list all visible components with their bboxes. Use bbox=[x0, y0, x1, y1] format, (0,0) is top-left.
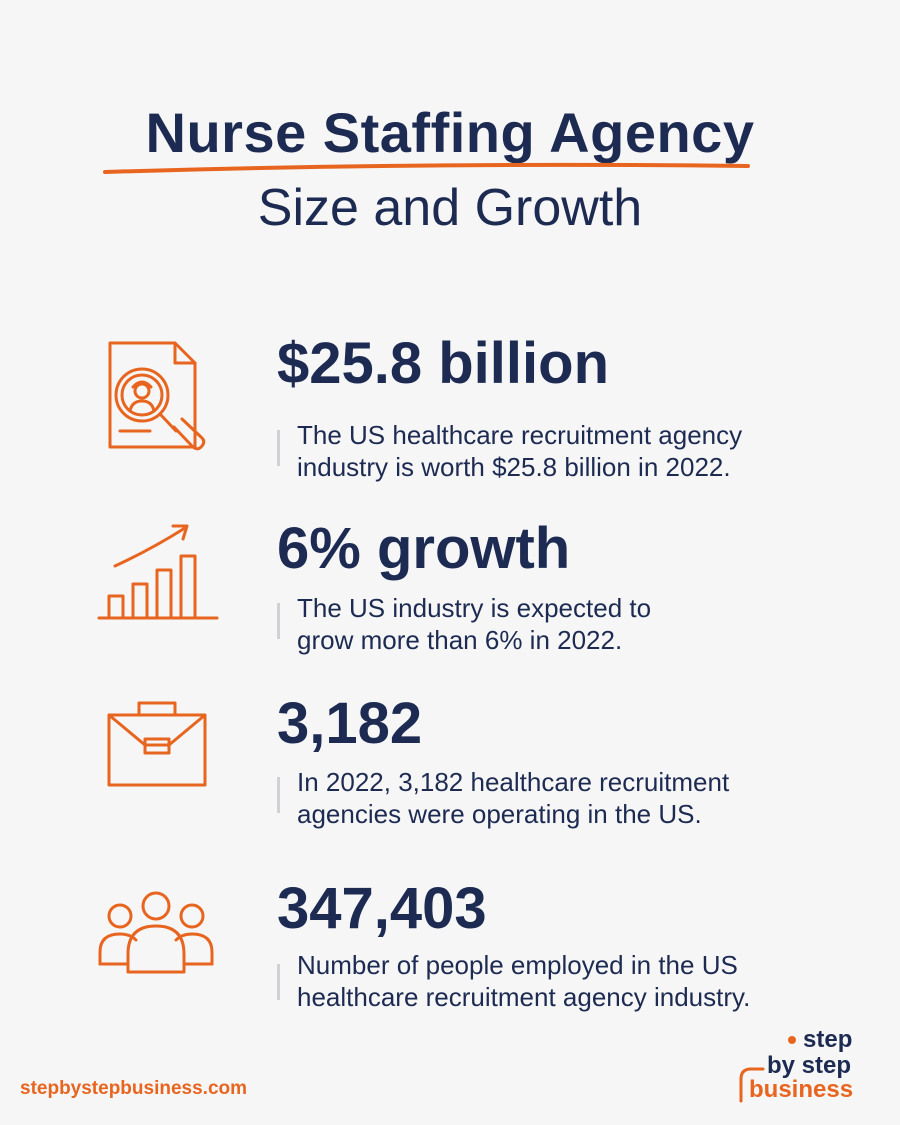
stat-value: 347,403 bbox=[277, 876, 487, 941]
stat-divider bbox=[277, 603, 280, 639]
stat-growth bbox=[0, 516, 900, 690]
stat-market-size bbox=[0, 331, 900, 505]
stat-description bbox=[297, 949, 877, 1013]
briefcase-icon bbox=[95, 695, 235, 825]
stat-description-line: In 2022, 3,182 healthcare recruitment bbox=[297, 767, 730, 797]
stat-description-line: industry is worth $25.8 billion in 2022. bbox=[297, 452, 731, 482]
people-group-icon bbox=[92, 880, 232, 1010]
footer-url[interactable]: stepbystepbusiness.com bbox=[20, 1078, 248, 1099]
brand-logo bbox=[735, 1025, 875, 1105]
stat-value: $25.8 billion bbox=[277, 331, 609, 396]
stat-description-line: The US industry is expected to bbox=[297, 593, 652, 623]
stat-divider bbox=[277, 430, 280, 466]
stat-divider bbox=[277, 964, 280, 1000]
growth-bar-chart-icon bbox=[95, 520, 235, 650]
stat-divider bbox=[277, 777, 280, 813]
stat-description-line: Number of people employed in the US bbox=[297, 950, 738, 980]
logo-text-step: step bbox=[803, 1026, 853, 1053]
stat-description-line: agencies were operating in the US. bbox=[297, 799, 702, 829]
nurse-search-document-icon bbox=[90, 335, 230, 465]
stat-value: 3,182 bbox=[277, 691, 423, 756]
stat-description-line: healthcare recruitment agency industry. bbox=[297, 982, 751, 1012]
logo-text-by-step: by step bbox=[767, 1052, 852, 1079]
title-underline bbox=[100, 158, 750, 178]
page-title: Nurse Staffing Agency bbox=[145, 101, 755, 164]
stat-value: 6% growth bbox=[277, 516, 571, 581]
page-subtitle: Size and Growth bbox=[257, 179, 643, 237]
stat-agency-count bbox=[0, 691, 900, 865]
stat-description bbox=[297, 419, 877, 483]
stat-description bbox=[297, 592, 877, 656]
stat-description-line: The US healthcare recruitment agency bbox=[297, 420, 743, 450]
logo-text-business: business bbox=[749, 1076, 854, 1103]
stat-description-line: grow more than 6% in 2022. bbox=[297, 625, 623, 655]
stat-description bbox=[297, 766, 877, 830]
